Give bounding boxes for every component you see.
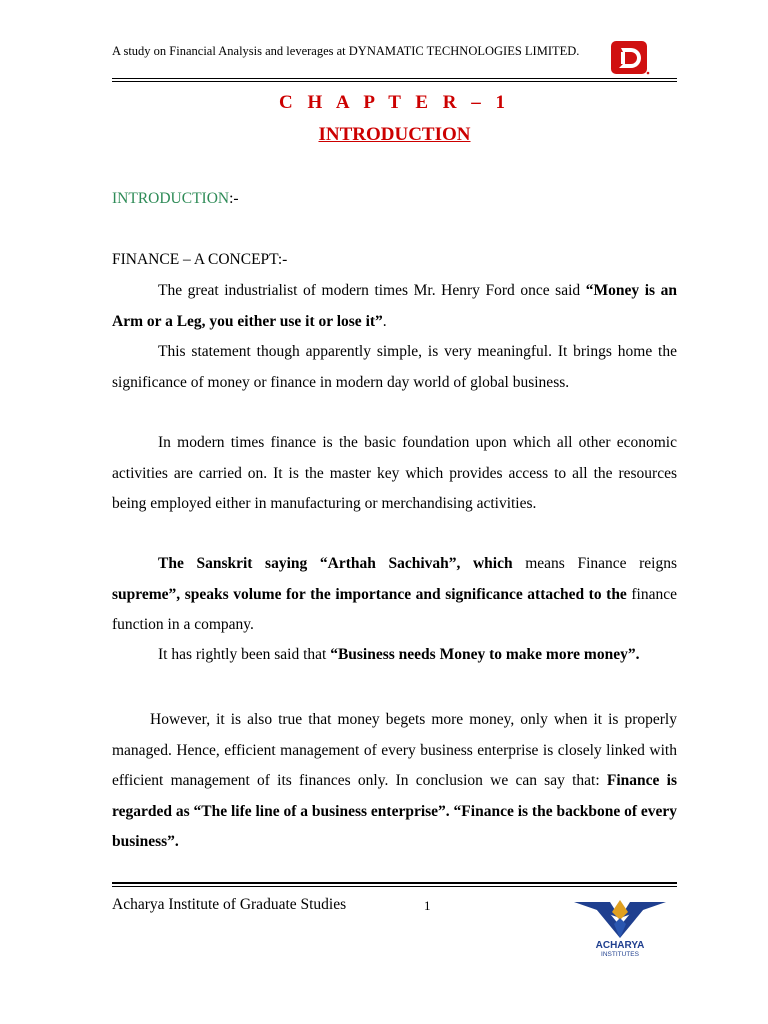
footer-rule xyxy=(112,882,677,884)
quote-bold: Finance is regarded as “The life line of a business enterprise”. “Finance is the backbone of every business”. xyxy=(112,772,678,850)
section-heading-suffix: :- xyxy=(229,190,239,207)
paragraph: In modern times finance is the basic foundation upon which all other economic activities are carried on. It is the master key which provides access to all the resources being employed either in manufacturing or merchandising activities. xyxy=(112,434,677,512)
footer-rule xyxy=(112,886,677,887)
acharya-logo xyxy=(560,890,680,960)
paragraph-text: means Finance reigns xyxy=(512,555,678,572)
header-rule xyxy=(112,78,677,79)
paragraph-text: However, it is also true that money begets more money, only when it is properly managed. Hence, efficient management of every business enterprise is closely linked with efficient management of its finances only. In conclusion we can say that: xyxy=(112,711,677,789)
quote-bold: “Money is an Arm or a Leg, you either use it or lose it” xyxy=(112,282,677,330)
paragraph xyxy=(112,276,677,337)
section-heading xyxy=(112,190,239,208)
chapter-title: INTRODUCTION xyxy=(318,124,471,145)
acharya-logo-line1: ACHARYA xyxy=(595,940,645,951)
dynamatic-logo xyxy=(610,40,650,76)
quote-bold: supreme”, speaks volume for the importance and significance attached to the xyxy=(112,585,627,603)
header-rule xyxy=(112,81,677,82)
paragraph xyxy=(112,549,677,641)
footer-institute: Acharya Institute of Graduate Studies xyxy=(112,896,347,913)
subheading: FINANCE – A CONCEPT:- xyxy=(112,251,288,268)
chapter-label: C H A P T E R – 1 xyxy=(278,92,511,113)
paragraph xyxy=(112,705,677,858)
paragraph-end: finance function in a company. xyxy=(112,585,678,633)
quote-bold: “Business needs Money to make more money”. xyxy=(330,646,640,663)
header-title: A study on Financial Analysis and leverages at DYNAMATIC TECHNOLOGIES LIMITED. xyxy=(112,44,580,58)
page-number: 1 xyxy=(424,898,431,913)
paragraph: This statement though apparently simple, is very meaningful. It brings home the significance of money or finance in modern day world of global business. xyxy=(112,343,677,391)
paragraph-text: The great industrialist of modern times Mr. Henry Ford once said xyxy=(158,282,586,299)
section-heading-text: INTRODUCTION xyxy=(112,190,230,207)
quote-bold: The Sanskrit saying “Arthah Sachivah”, which xyxy=(158,555,513,572)
paragraph-end: . xyxy=(382,312,387,330)
paragraph xyxy=(112,640,677,671)
paragraph-text: It has rightly been said that xyxy=(158,646,331,663)
acharya-logo-line2: INSTITUTES xyxy=(601,951,639,958)
